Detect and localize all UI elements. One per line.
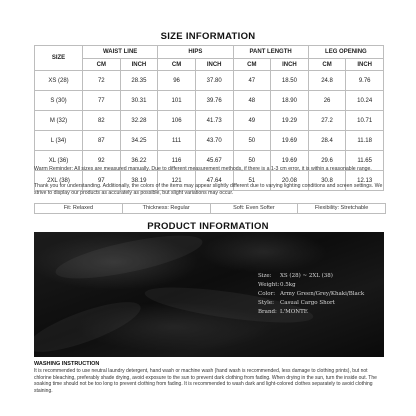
table-cell: 19.29 [271,111,309,131]
washing-instruction-title: WASHING INSTRUCTION [34,361,100,367]
table-cell: 24.8 [308,71,346,91]
spec-flexibility: Flexibility: Stretchable [314,205,369,211]
table-row [35,91,384,111]
info-key: Brand: [258,309,277,315]
info-key: Size: [258,273,272,279]
table-cell: 27.2 [308,111,346,131]
table-cell: 116 [158,151,196,171]
table-cell: 45.67 [195,151,233,171]
info-key: Color: [258,291,276,297]
info-value: L'MONTE [280,309,308,315]
product-information-title: PRODUCT INFORMATION [147,221,269,232]
product-info-panel [258,272,382,317]
table-cell: 111 [158,131,196,151]
size-column-header: SIZE [35,46,83,71]
table-row [35,71,384,91]
table-cell: 51 [233,171,271,191]
table-cell: 19.69 [271,131,309,151]
info-value: XS (28) ~ 2XL (38) [280,273,333,279]
group-header-pant-length: PANT LENGTH [233,46,308,59]
fabric-specs-bar [34,203,386,214]
product-info-row [258,299,382,308]
table-cell: 38.19 [120,171,158,191]
table-cell: 26 [308,91,346,111]
table-cell: 77 [83,91,121,111]
spec-softness: Soft: Even Softer [211,204,299,213]
table-cell: 121 [158,171,196,191]
table-cell: 20.08 [271,171,309,191]
size-information-title: SIZE INFORMATION [160,31,256,42]
table-cell: 96 [158,71,196,91]
table-cell: 11.18 [346,131,384,151]
table-cell: 43.70 [195,131,233,151]
table-cell: 106 [158,111,196,131]
size-cell: XS (28) [35,71,83,91]
info-value: Army Green/Grey/Khaki/Black [280,291,365,297]
info-key: Weight: [258,282,280,288]
size-cell: M (32) [35,111,83,131]
fabric-fold [34,292,146,357]
table-cell: 10.71 [346,111,384,131]
table-cell: 9.76 [346,71,384,91]
unit-header: INCH [120,59,158,71]
table-cell: 30.8 [308,171,346,191]
fabric-photo [34,232,384,357]
info-value: 0.5kg [280,282,296,288]
table-cell: 92 [83,151,121,171]
table-cell: 11.65 [346,151,384,171]
table-cell: 97 [83,171,121,191]
table-cell: 101 [158,91,196,111]
size-cell: XL (36) [35,151,83,171]
unit-header: CM [83,59,121,71]
size-cell: L (34) [35,131,83,151]
warm-reminder-text: Warm Reminder: All sizes are measured manually. Due to different measurement methods, if there is a 1-3 cm error, it is within a reasonable range. [34,166,372,172]
table-cell: 47 [233,71,271,91]
table-cell: 50 [233,131,271,151]
table-cell: 30.31 [120,91,158,111]
table-cell: 19.69 [271,151,309,171]
product-info-row [258,272,382,281]
spec-fit: Fit: Relaxed [35,204,123,213]
product-info-row [258,308,382,317]
table-cell: 39.76 [195,91,233,111]
table-row [35,131,384,151]
unit-header: CM [158,59,196,71]
unit-header: CM [233,59,271,71]
table-row [35,111,384,131]
table-cell: 28.4 [308,131,346,151]
table-cell: 72 [83,71,121,91]
table-cell: 12.13 [346,171,384,191]
product-info-row [258,290,382,299]
size-cell: 2XL (38) [35,171,83,191]
info-value: Casual Cargo Short [280,300,335,306]
table-cell: 28.35 [120,71,158,91]
table-cell: 82 [83,111,121,131]
table-cell: 10.24 [346,91,384,111]
table-cell: 48 [233,91,271,111]
group-header-waist: WAIST LINE [83,46,158,59]
product-info-row [258,281,382,290]
unit-header: CM [308,59,346,71]
table-cell: 34.25 [120,131,158,151]
info-key: Style: [258,300,274,306]
table-cell: 47.64 [195,171,233,191]
unit-header: INCH [346,59,384,71]
table-cell: 50 [233,151,271,171]
table-cell: 37.80 [195,71,233,91]
table-cell: 18.50 [271,71,309,91]
spec-thickness: Thickness: Regular [123,204,211,213]
table-cell: 29.6 [308,151,346,171]
table-cell: 41.73 [195,111,233,131]
fabric-fold [53,232,206,287]
color-disclaimer-text: Thank you for understanding. Additionally, the colors of the items may appear slightly different due to varying lighting conditions and screen settings. We strive to display our products as accurately as possible, but slight variations may occur. [34,183,383,196]
table-cell: 32.28 [120,111,158,131]
table-cell: 49 [233,111,271,131]
unit-header: INCH [195,59,233,71]
size-cell: S (30) [35,91,83,111]
table-cell: 18.90 [271,91,309,111]
unit-header: INCH [271,59,309,71]
washing-instruction-text: It is recommended to use neutral laundry detergent, hand wash or machine wash (hand wash is recommended, less damage to clothing prints), but not chlorine bleaching, preferably shade drying, avoid exposure to the sun to prevent dark clothing from fading. When drying in the sun, turn the inside out. The soaking time should not be too long to prevent clothing from fading. It is recommended to wash dark and light-colored clothes separately to avoid clothing staining. [34,368,377,394]
table-cell: 36.22 [120,151,158,171]
table-cell: 87 [83,131,121,151]
group-header-leg-opening: LEG OPENING [308,46,383,59]
group-header-hips: HIPS [158,46,233,59]
